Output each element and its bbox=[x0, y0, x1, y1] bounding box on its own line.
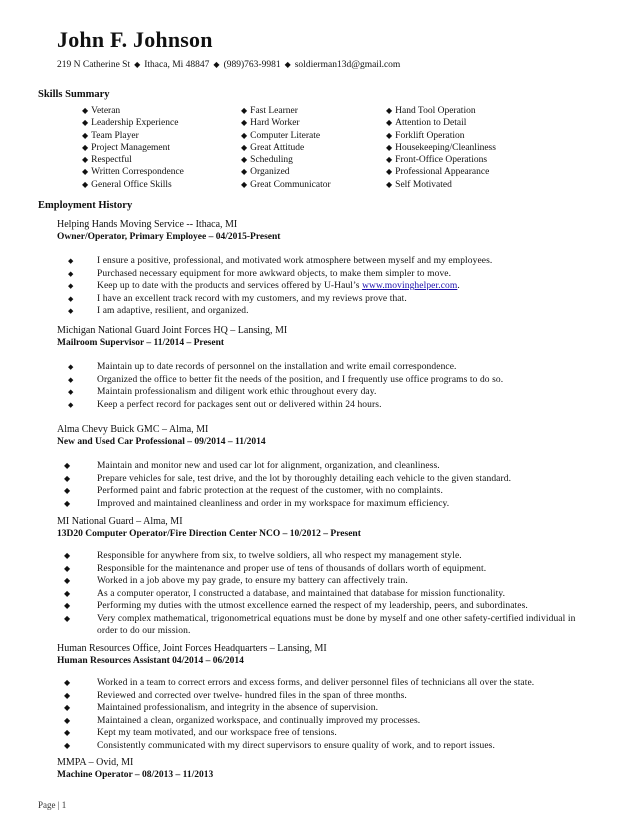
diamond-bullet-icon: ◆ bbox=[82, 155, 89, 165]
job-bullet bbox=[64, 255, 597, 268]
job-role: Human Resources Assistant 04/2014 – 06/2014 bbox=[57, 656, 244, 666]
job-entry bbox=[57, 757, 597, 781]
job-bullets bbox=[64, 550, 597, 638]
uhaul-link[interactable]: www.movinghelper.com bbox=[362, 281, 458, 291]
bullet-text: Worked in a team to correct errors and excess forms, and deliver personnel files of technicians all over the state. bbox=[97, 678, 535, 688]
diamond-bullet-icon: ◆ bbox=[64, 690, 71, 700]
diamond-bullet-icon: ◆ bbox=[241, 179, 248, 189]
bullet-text: Purchased necessary equipment for more awkward objects, to make them simpler to move. bbox=[97, 268, 452, 279]
skill-item bbox=[386, 166, 496, 178]
job-employer: MMPA – Ovid, MI bbox=[57, 757, 134, 768]
diamond-bullet-icon: ◆ bbox=[64, 715, 71, 725]
job-bullet bbox=[64, 361, 597, 374]
skill-label: Front-Office Operations bbox=[395, 155, 488, 166]
job-role: Owner/Operator, Primary Employee – 04/2015-Present bbox=[57, 232, 281, 242]
job-bullet bbox=[64, 485, 597, 498]
bullet-text: Reviewed and corrected over twelve- hundred files in the span of three months. bbox=[97, 690, 407, 701]
diamond-bullet-icon: ◆ bbox=[68, 307, 74, 315]
job-bullet bbox=[64, 740, 597, 753]
job-employer: Alma Chevy Buick GMC – Alma, MI bbox=[57, 424, 209, 435]
skill-label: Housekeeping/Cleanliness bbox=[395, 142, 496, 153]
skill-item bbox=[82, 166, 184, 178]
skill-label: Forklift Operation bbox=[395, 130, 465, 141]
bullet-text: Keep up to date with the products and services offered by U-Haul’s bbox=[97, 281, 363, 291]
skill-item bbox=[386, 105, 496, 117]
job-bullet bbox=[64, 690, 597, 703]
diamond-bullet-icon: ◆ bbox=[386, 142, 393, 152]
skill-label: General Office Skills bbox=[91, 179, 172, 190]
diamond-bullet-icon: ◆ bbox=[68, 375, 74, 384]
diamond-bullet-icon: ◆ bbox=[82, 106, 89, 115]
diamond-bullet-icon: ◆ bbox=[241, 142, 248, 152]
skill-item bbox=[82, 154, 184, 166]
skill-item bbox=[241, 154, 331, 166]
bullet-text: I am adaptive, resilient, and organized. bbox=[97, 306, 249, 316]
skill-label: Self Motivated bbox=[395, 179, 452, 190]
job-bullet bbox=[64, 498, 597, 511]
skill-label: Respectful bbox=[91, 155, 132, 166]
job-bullets bbox=[64, 460, 597, 510]
bullet-text: Responsible for anywhere from six, to twelve soldiers, all who respect my management style. bbox=[97, 551, 462, 561]
skill-label: Scheduling bbox=[250, 155, 293, 166]
diamond-bullet-icon: ◆ bbox=[241, 167, 248, 177]
skill-item bbox=[241, 179, 331, 191]
job-bullet bbox=[64, 374, 597, 387]
skill-label: Great Attitude bbox=[250, 142, 305, 153]
diamond-bullet-icon: ◆ bbox=[64, 703, 71, 712]
skills-column-2 bbox=[241, 105, 331, 191]
diamond-bullet-icon: ◆ bbox=[386, 106, 393, 115]
job-bullets bbox=[64, 255, 597, 318]
skill-label: Hand Tool Operation bbox=[395, 106, 476, 116]
diamond-bullet-icon: ◆ bbox=[82, 179, 89, 189]
bullet-text: Maintained a clean, organized workspace, and continually improved my processes. bbox=[97, 715, 421, 726]
diamond-bullet-icon: ◆ bbox=[64, 601, 71, 610]
bullet-text: Keep a perfect record for packages sent out or delivered within 24 hours. bbox=[97, 399, 382, 410]
bullet-text: Consistently communicated with my direct supervisors to ensure quality of work, and to report issues. bbox=[97, 740, 495, 751]
skill-label: Computer Literate bbox=[250, 130, 321, 141]
bullet-text: Maintain and monitor new and used car lot for alignment, organization, and cleanliness. bbox=[97, 461, 440, 471]
job-bullet bbox=[64, 563, 597, 576]
diamond-bullet-icon: ◆ bbox=[68, 294, 74, 303]
skill-item bbox=[82, 117, 184, 129]
bullet-text: Responsible for the maintenance and proper use of tens of thousands of dollars worth of equipment. bbox=[97, 563, 487, 574]
diamond-bullet-icon: ◆ bbox=[386, 179, 393, 189]
skill-label: Attention to Detail bbox=[395, 118, 467, 129]
contact-line bbox=[57, 60, 400, 70]
skill-label: Veteran bbox=[91, 106, 121, 116]
bullet-text: Very complex mathematical, trigonometrical equations must be done by myself and one other safety-certified individual in order to do our mission. bbox=[97, 613, 576, 636]
diamond-bullet-icon: ◆ bbox=[68, 363, 74, 371]
bullet-text: Kept my team motivated, and our workspace free of tensions. bbox=[97, 728, 337, 738]
skill-item bbox=[82, 130, 184, 142]
job-bullet bbox=[64, 268, 597, 281]
diamond-bullet-icon: ◆ bbox=[82, 142, 89, 152]
job-bullet bbox=[64, 460, 597, 473]
diamond-bullet-icon: ◆ bbox=[68, 388, 74, 396]
diamond-bullet-icon: ◆ bbox=[241, 118, 248, 128]
job-bullet bbox=[64, 588, 597, 601]
diamond-bullet-icon: ◆ bbox=[68, 400, 74, 409]
diamond-bullet-icon: ◆ bbox=[64, 473, 71, 483]
job-bullet bbox=[64, 305, 597, 318]
job-role: Machine Operator – 08/2013 – 11/2013 bbox=[57, 770, 214, 780]
job-entry bbox=[57, 219, 597, 318]
skill-item bbox=[241, 142, 331, 154]
bullet-text: Prepare vehicles for sale, test drive, and the lot by thoroughly detailing each vehicle to the given standard. bbox=[97, 473, 512, 484]
job-bullet bbox=[64, 715, 597, 728]
skill-item bbox=[82, 179, 184, 191]
diamond-bullet-icon: ◆ bbox=[82, 118, 89, 128]
page-number: Page | 1 bbox=[38, 800, 67, 810]
skills-summary-heading: Skills Summary bbox=[38, 89, 110, 100]
job-employer: Helping Hands Moving Service -- Ithaca, MI bbox=[57, 219, 238, 230]
diamond-bullet-icon: ◆ bbox=[241, 155, 248, 165]
job-bullet bbox=[64, 293, 597, 306]
diamond-bullet-icon: ◆ bbox=[68, 257, 74, 265]
city: Ithaca, Mi 48847 bbox=[144, 60, 210, 70]
address: 219 N Catherine St bbox=[57, 60, 131, 70]
job-role: New and Used Car Professional – 09/2014 – 11/2014 bbox=[57, 437, 266, 447]
bullet-text: I have an excellent track record with my customers, and my reviews prove that. bbox=[97, 293, 407, 304]
bullet-text: Performed paint and fabric protection at the request of the customer, with no complaints. bbox=[97, 486, 443, 496]
diamond-bullet-icon: ◆ bbox=[64, 740, 71, 750]
bullet-text: Improved and maintained cleanliness and order in my workspace for maximum efficiency. bbox=[97, 498, 450, 509]
diamond-bullet-icon: ◆ bbox=[68, 282, 74, 290]
diamond-bullet-icon: ◆ bbox=[64, 563, 71, 573]
bullet-text: Maintained professionalism, and integrity in the absence of supervision. bbox=[97, 703, 379, 713]
skill-item bbox=[386, 154, 496, 166]
diamond-bullet-icon: ◆ bbox=[386, 130, 393, 140]
bullet-text: Maintain professionalism and diligent work ethic throughout every day. bbox=[97, 387, 377, 397]
job-bullet bbox=[64, 600, 597, 613]
bullet-text: Worked in a job above my pay grade, to ensure my battery can affectively train. bbox=[97, 576, 408, 586]
skills-column-3 bbox=[386, 105, 496, 191]
bullet-text: As a computer operator, I constructed a database, and maintained that database for mission functionality. bbox=[97, 588, 506, 599]
email: soldierman13d@gmail.com bbox=[294, 60, 401, 70]
phone: (989)763-9981 bbox=[223, 60, 281, 70]
job-bullet bbox=[64, 473, 597, 486]
job-employer: Human Resources Office, Joint Forces Headquarters – Lansing, MI bbox=[57, 643, 327, 654]
skill-item bbox=[241, 166, 331, 178]
diamond-bullet-icon: ◆ bbox=[64, 576, 71, 585]
job-bullet bbox=[64, 280, 597, 293]
bullet-text: Organized the office to better fit the needs of the position, and I frequently use office programs to do so. bbox=[97, 374, 504, 385]
diamond-separator-icon: ◆ bbox=[213, 60, 220, 69]
job-role: Mailroom Supervisor – 11/2014 – Present bbox=[57, 338, 225, 348]
job-bullet bbox=[64, 702, 597, 715]
skill-label: Leadership Experience bbox=[91, 118, 179, 129]
job-role: 13D20 Computer Operator/Fire Direction Center NCO – 10/2012 – Present bbox=[57, 529, 361, 539]
job-entry bbox=[57, 424, 597, 510]
diamond-bullet-icon: ◆ bbox=[64, 613, 71, 623]
skill-item bbox=[386, 179, 496, 191]
skill-item bbox=[386, 117, 496, 129]
skill-item bbox=[241, 130, 331, 142]
diamond-bullet-icon: ◆ bbox=[64, 728, 71, 737]
diamond-separator-icon: ◆ bbox=[134, 60, 141, 69]
job-entry bbox=[57, 325, 597, 411]
diamond-bullet-icon: ◆ bbox=[82, 167, 89, 177]
job-bullets bbox=[64, 677, 597, 752]
diamond-bullet-icon: ◆ bbox=[241, 130, 248, 140]
job-entry bbox=[57, 643, 597, 752]
skill-item bbox=[241, 117, 331, 129]
diamond-bullet-icon: ◆ bbox=[64, 551, 71, 560]
resume-name: John F. Johnson bbox=[57, 27, 213, 52]
job-employer: Michigan National Guard Joint Forces HQ – Lansing, MI bbox=[57, 325, 288, 336]
bullet-text: I ensure a positive, professional, and motivated work atmosphere between myself and my employees. bbox=[97, 256, 493, 266]
skill-label: Project Management bbox=[91, 142, 171, 153]
skill-item bbox=[241, 105, 331, 117]
bullet-text: Performing my duties with the utmost excellence earned the respect of my leadership, peers, and subordinates. bbox=[97, 601, 528, 611]
diamond-separator-icon: ◆ bbox=[284, 60, 291, 69]
diamond-bullet-icon: ◆ bbox=[64, 498, 71, 508]
diamond-bullet-icon: ◆ bbox=[64, 678, 71, 687]
job-bullet bbox=[64, 727, 597, 740]
diamond-bullet-icon: ◆ bbox=[386, 118, 393, 128]
skill-label: Fast Learner bbox=[250, 106, 298, 116]
skill-label: Team Player bbox=[91, 130, 139, 141]
job-bullet bbox=[64, 386, 597, 399]
job-bullet bbox=[64, 677, 597, 690]
diamond-bullet-icon: ◆ bbox=[386, 155, 393, 165]
employment-history-heading: Employment History bbox=[38, 200, 133, 211]
skill-item bbox=[386, 130, 496, 142]
job-bullet bbox=[64, 575, 597, 588]
skill-item bbox=[82, 142, 184, 154]
skill-item bbox=[386, 142, 496, 154]
skill-label: Organized bbox=[250, 167, 290, 178]
job-bullet bbox=[64, 613, 597, 638]
diamond-bullet-icon: ◆ bbox=[386, 167, 393, 177]
diamond-bullet-icon: ◆ bbox=[64, 461, 71, 470]
job-employer: MI National Guard – Alma, MI bbox=[57, 516, 183, 527]
skill-label: Professional Appearance bbox=[395, 167, 490, 178]
diamond-bullet-icon: ◆ bbox=[68, 269, 74, 278]
job-bullet bbox=[64, 550, 597, 563]
diamond-bullet-icon: ◆ bbox=[64, 588, 71, 598]
skill-label: Great Communicator bbox=[250, 179, 331, 190]
diamond-bullet-icon: ◆ bbox=[82, 130, 89, 140]
job-entry bbox=[57, 516, 597, 638]
diamond-bullet-icon: ◆ bbox=[64, 486, 71, 495]
diamond-bullet-icon: ◆ bbox=[241, 106, 248, 115]
skill-label: Hard Worker bbox=[250, 118, 300, 129]
skill-label: Written Correspondence bbox=[91, 167, 184, 178]
skill-item bbox=[82, 105, 184, 117]
link-suffix: . bbox=[457, 281, 460, 291]
bullet-text: Maintain up to date records of personnel on the installation and write email correspondence. bbox=[97, 362, 457, 372]
job-bullet bbox=[64, 399, 597, 412]
skills-column-1 bbox=[82, 105, 184, 191]
job-bullets bbox=[64, 361, 597, 411]
